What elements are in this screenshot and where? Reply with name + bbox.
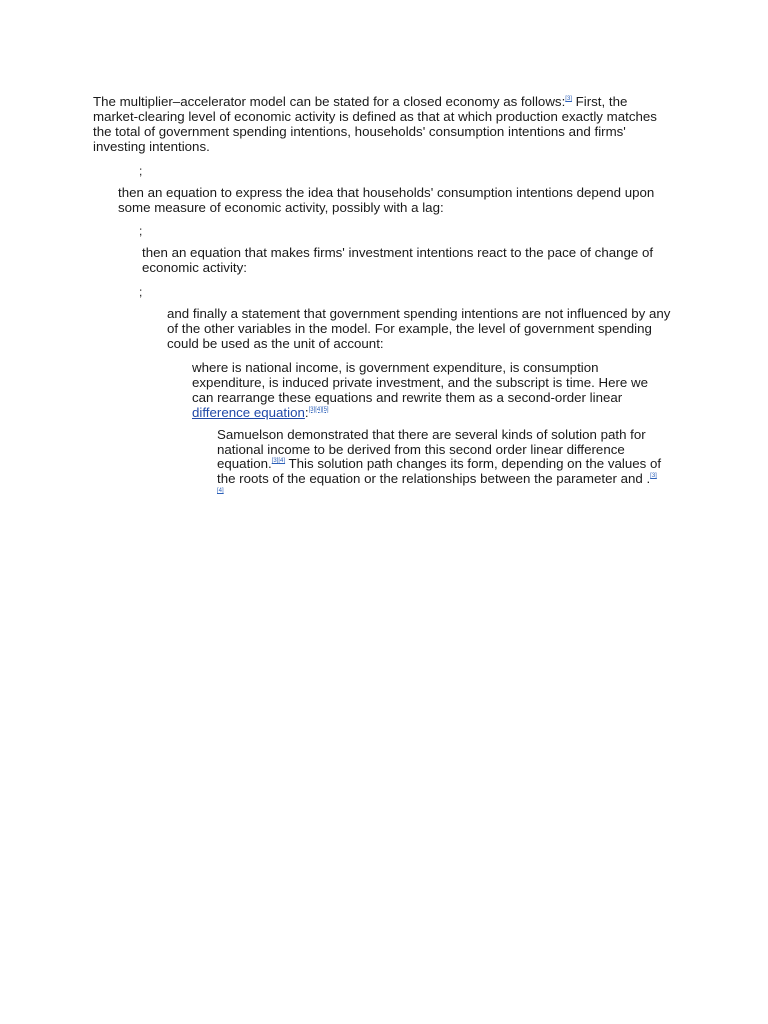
samuelson-paragraph xyxy=(217,428,673,496)
samuelson-text-2: This solution path changes its form, depending on the values of the roots of the equation or the relationships between the parameter and . xyxy=(217,456,662,487)
citation-link[interactable]: [5] xyxy=(321,406,329,413)
government-paragraph: and finally a statement that government spending intentions are not influenced by any of the other variables in the model. For example, the level of government spending could be used as the unit of account: xyxy=(167,306,671,352)
definitions-paragraph xyxy=(192,361,673,421)
citation-link[interactable]: [4] xyxy=(315,406,322,413)
equation-semicolon: ; xyxy=(139,224,143,239)
investment-paragraph: then an equation that makes firms' investment intentions react to the pace of change of economic activity: xyxy=(142,245,654,276)
intro-text-1: The multiplier–accelerator model can be stated for a closed economy as follows: xyxy=(93,94,566,109)
intro-text-2: First, the market-clearing level of economic activity is defined as that at which production exactly matches the total of government spending intentions, households' consumption intentions and firms' investing intentions. xyxy=(93,94,657,154)
citation-link[interactable]: [3] xyxy=(308,406,316,413)
consumption-paragraph: then an equation to express the idea that households' consumption intentions depend upon some measure of economic activity, possibly with a lag: xyxy=(118,184,655,215)
article-body xyxy=(93,95,673,495)
intro-paragraph xyxy=(93,95,673,155)
samuelson-text-1: Samuelson demonstrated that there are several kinds of solution path for national income to be derived from this second order linear difference equation. xyxy=(217,426,646,472)
definitions-text-2: : xyxy=(304,404,309,420)
citation-link[interactable]: [3] xyxy=(565,96,572,102)
citation-link[interactable]: [3] xyxy=(650,473,657,480)
definitions-text-1: where is national income, is government expenditure, is consumption expenditure, is induced private investment, and the subscript is time. Here we can rearrange these equations and rewrite them as a second-order linear xyxy=(192,359,649,405)
citation-link[interactable]: [4] xyxy=(217,488,224,495)
citation-link[interactable]: [3] xyxy=(271,458,279,465)
equation-semicolon: ; xyxy=(139,163,143,178)
equation-semicolon: ; xyxy=(139,285,143,300)
difference-equation-link[interactable]: difference equation xyxy=(192,404,305,420)
citation-link[interactable]: [4] xyxy=(278,458,286,465)
